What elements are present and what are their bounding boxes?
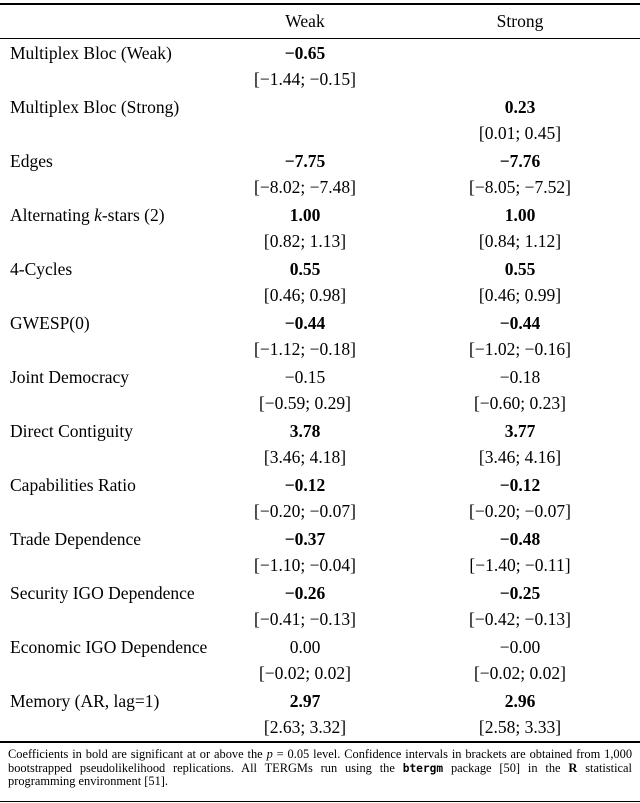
weak-estimate: 2.97	[289, 690, 321, 711]
table-row	[0, 579, 640, 633]
row-label: Edges	[10, 150, 53, 171]
weak-estimate: −0.65	[284, 42, 326, 63]
strong-confidence-interval: [−1.02; −0.16]	[469, 338, 571, 359]
row-label: Joint Democracy	[10, 366, 130, 387]
weak-confidence-interval: [−1.44; −0.15]	[254, 68, 356, 89]
strong-confidence-interval: [−0.20; −0.07]	[469, 500, 571, 521]
weak-estimate: −0.15	[284, 366, 326, 387]
weak-confidence-interval: [−8.02; −7.48]	[254, 176, 356, 197]
row-label: GWESP(0)	[10, 312, 90, 333]
row-label: Trade Dependence	[10, 528, 142, 549]
row-label: Capabilities Ratio	[10, 474, 136, 495]
strong-estimate: 1.00	[504, 204, 536, 225]
strong-estimate: −0.18	[499, 366, 541, 387]
note-segment: package [50] in the	[443, 760, 569, 775]
strong-confidence-interval: [−0.02; 0.02]	[473, 662, 566, 683]
row-label: Alternating k-stars (2)	[10, 204, 165, 225]
row-label: Multiplex Bloc (Weak)	[10, 42, 172, 63]
weak-confidence-interval: [−0.20; −0.07]	[254, 500, 356, 521]
table-row	[0, 255, 640, 309]
weak-estimate: −0.26	[284, 582, 326, 603]
weak-confidence-interval: [3.46; 4.18]	[263, 446, 347, 467]
note-segment: R	[568, 760, 578, 775]
strong-estimate: 3.77	[504, 420, 536, 441]
strong-confidence-interval: [0.01; 0.45]	[478, 122, 562, 143]
weak-estimate: 1.00	[289, 204, 321, 225]
table-row	[0, 633, 640, 687]
weak-confidence-interval: [−1.12; −0.18]	[254, 338, 356, 359]
weak-estimate: −0.37	[284, 528, 326, 549]
weak-confidence-interval: [−0.41; −0.13]	[254, 608, 356, 629]
strong-estimate: −0.25	[499, 582, 541, 603]
table-row	[0, 525, 640, 579]
weak-confidence-interval: [−1.10; −0.04]	[254, 554, 356, 575]
table-row	[0, 363, 640, 417]
table-row	[0, 93, 640, 147]
row-label: Economic IGO Dependence	[10, 636, 208, 657]
weak-confidence-interval: [2.63; 3.32]	[263, 716, 347, 737]
strong-confidence-interval: [3.46; 4.16]	[478, 446, 562, 467]
table-notes	[0, 743, 640, 789]
strong-estimate: 0.23	[504, 96, 536, 117]
strong-confidence-interval: [−8.05; −7.52]	[469, 176, 571, 197]
strong-confidence-interval: [−0.60; 0.23]	[473, 392, 566, 413]
row-label: Multiplex Bloc (Strong)	[10, 96, 180, 117]
strong-estimate: −0.48	[499, 528, 541, 549]
strong-estimate: −0.12	[499, 474, 541, 495]
weak-confidence-interval: [−0.02; 0.02]	[258, 662, 351, 683]
weak-estimate: 3.78	[289, 420, 321, 441]
row-label: 4-Cycles	[10, 258, 73, 279]
table-body	[0, 39, 640, 741]
column-header-weak: Weak	[285, 11, 325, 31]
row-label: Direct Contiguity	[10, 420, 133, 441]
strong-estimate: 0.55	[504, 258, 536, 279]
row-label: Security IGO Dependence	[10, 582, 195, 603]
table-row	[0, 201, 640, 255]
table-row	[0, 39, 640, 93]
table-header-row	[0, 5, 640, 38]
note-segment: = 0.05 level. Confidence intervals in brackets are obtained from 1,000 bootstrapped pseudolikelihood replications. All TERGMs run using the	[8, 747, 633, 775]
note-segment: btergm	[402, 761, 444, 775]
row-label: Memory (AR, lag=1)	[10, 690, 160, 711]
strong-estimate: −0.44	[499, 312, 541, 333]
strong-estimate: −0.00	[499, 636, 541, 657]
table-row	[0, 309, 640, 363]
weak-confidence-interval: [0.46; 0.98]	[263, 284, 347, 305]
note-segment: statistical programming environment [51].	[8, 760, 632, 789]
weak-confidence-interval: [−0.59; 0.29]	[258, 392, 351, 413]
weak-estimate: −0.44	[284, 312, 326, 333]
strong-confidence-interval: [0.84; 1.12]	[478, 230, 562, 251]
weak-estimate: 0.00	[289, 636, 321, 657]
strong-estimate: −7.76	[499, 150, 541, 171]
note-segment: p	[266, 747, 273, 761]
strong-confidence-interval: [−1.40; −0.11]	[469, 554, 571, 575]
weak-estimate: 0.55	[289, 258, 321, 279]
weak-estimate: −0.12	[284, 474, 326, 495]
note-segment: Coefficients in bold are significant at or above the	[8, 747, 267, 761]
table-row	[0, 471, 640, 525]
strong-confidence-interval: [2.58; 3.33]	[478, 716, 562, 737]
strong-estimate: 2.96	[504, 690, 536, 711]
table-row	[0, 687, 640, 741]
end-rule	[0, 801, 640, 802]
strong-confidence-interval: [−0.42; −0.13]	[469, 608, 571, 629]
weak-confidence-interval: [0.82; 1.13]	[263, 230, 347, 251]
table-row	[0, 147, 640, 201]
column-header-strong: Strong	[496, 11, 544, 31]
weak-estimate: −7.75	[284, 150, 326, 171]
strong-confidence-interval: [0.46; 0.99]	[478, 284, 562, 305]
table-row	[0, 417, 640, 471]
